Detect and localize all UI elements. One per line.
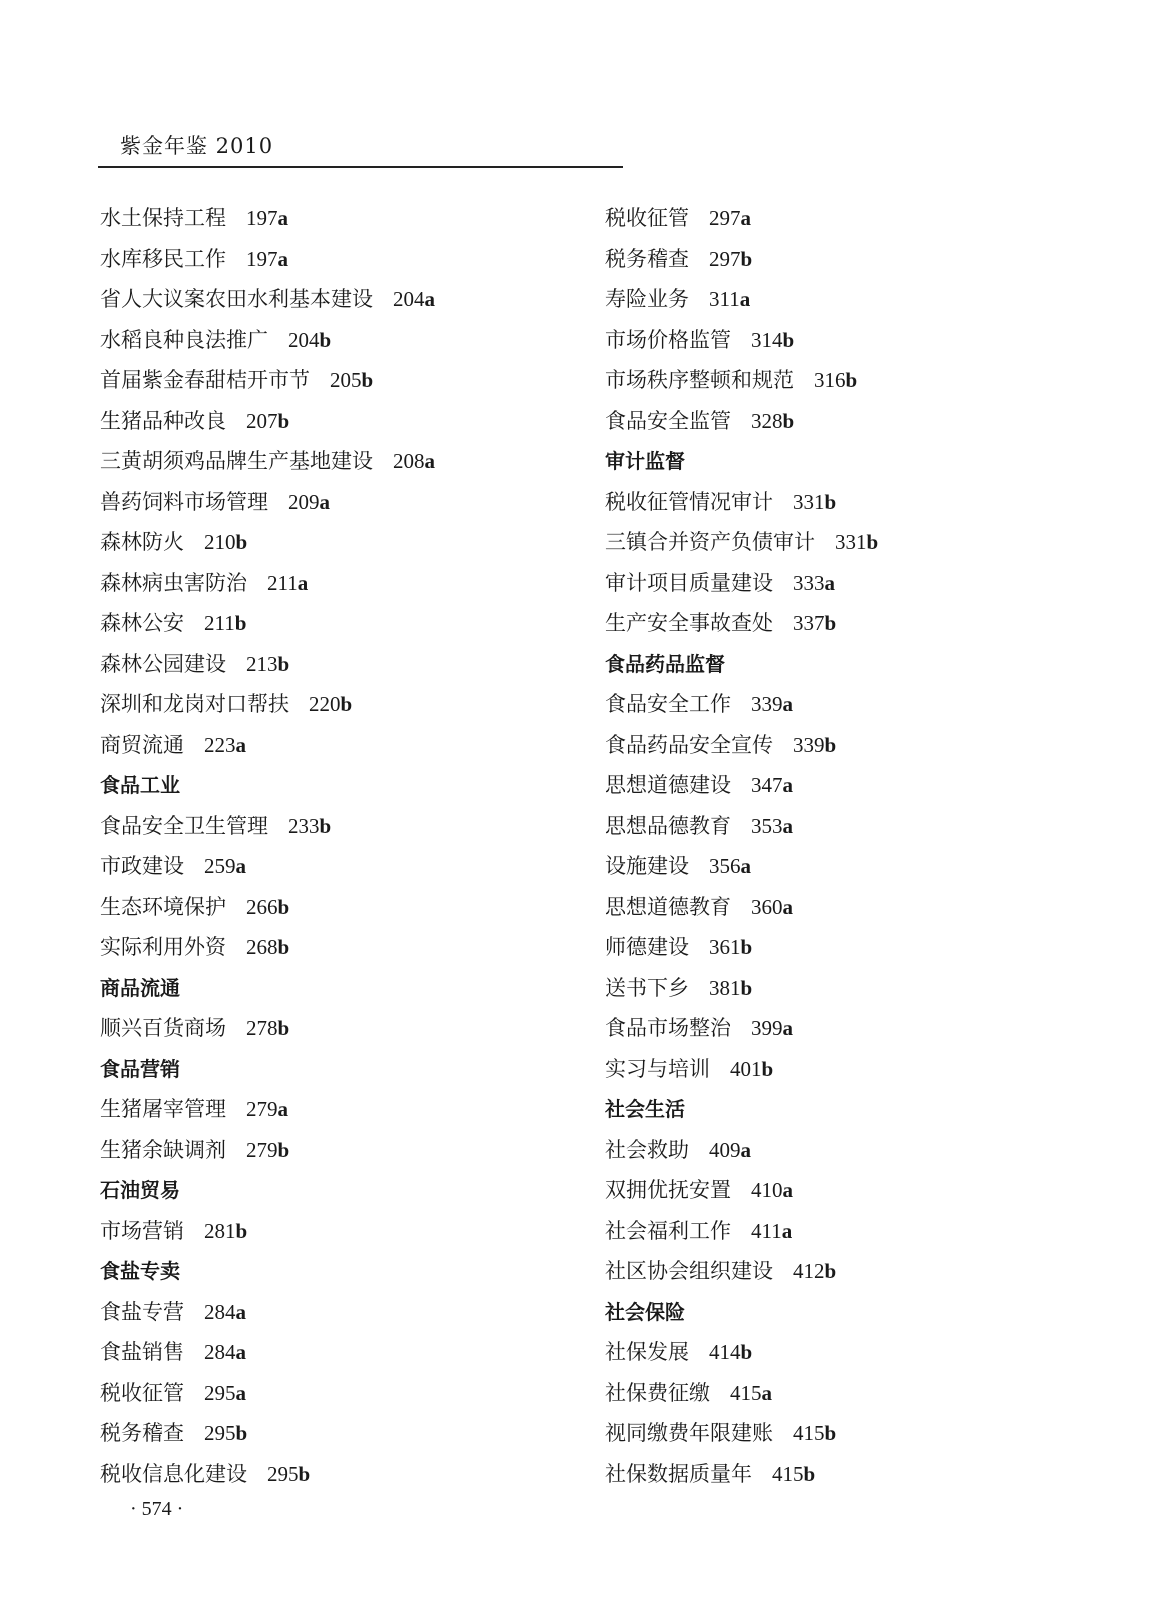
page-reference [793,611,836,635]
page-column-suffix: b [824,1421,837,1445]
page-reference [204,733,246,757]
index-term: 实习与培训 [605,1056,710,1081]
page-column-suffix: a [782,692,793,716]
index-entry [100,239,570,280]
page-reference [709,287,750,311]
index-entry [100,1413,570,1454]
index-term: 税收征管 [100,1380,184,1405]
page-reference [204,1421,247,1445]
section-heading: 商品流通 [100,975,180,1000]
page-reference [835,530,878,554]
page-number-ref: 328 [751,408,783,433]
index-term: 寿险业务 [605,287,689,311]
page-column-suffix: a [740,1137,751,1162]
page-reference [246,1138,289,1162]
index-term: 森林公安 [100,611,184,635]
index-term: 思想品德教育 [605,813,731,838]
page-column-suffix: a [424,287,435,311]
page-column-suffix: b [234,611,247,635]
index-entry [605,522,1075,563]
page-number-ref: 295 [204,1380,236,1405]
page-reference [246,652,289,676]
page-number-ref: 401 [730,1056,762,1081]
page-reference [246,409,289,433]
page-column-suffix: b [319,327,332,352]
index-term: 师德建设 [605,935,689,959]
index-entry [100,1292,570,1333]
index-term: 社保发展 [605,1340,689,1364]
index-term: 三镇合并资产负债审计 [605,530,815,554]
index-term: 市场价格监管 [605,327,731,352]
index-entry [100,563,570,604]
page-column-suffix: b [740,935,753,959]
page-column-suffix: b [782,408,795,433]
page-column-suffix: a [739,287,751,311]
index-term: 食盐专营 [100,1299,184,1324]
page-column-suffix: b [740,246,753,271]
index-term: 兽药饲料市场管理 [100,489,268,514]
page-column-suffix: a [319,489,330,514]
section-heading: 石油贸易 [100,1178,180,1202]
page-reference [751,895,793,919]
index-entry [605,360,1075,401]
index-term: 森林公园建设 [100,651,226,676]
page-reference [814,368,857,392]
page-column-suffix: b [824,611,837,635]
page-column-suffix: b [235,1421,248,1445]
page-reference [204,611,246,635]
page-number-ref: 337 [793,611,825,635]
page-number-ref: 297 [709,246,741,271]
page-number-ref: 347 [751,773,783,797]
index-entry [100,522,570,563]
page-number-ref: 361 [709,935,741,959]
page-number: · 574 · [130,1498,184,1520]
page-number-ref: 360 [751,894,783,919]
index-entry [100,198,570,239]
index-term: 水土保持工程 [100,206,226,230]
page-number-ref: 197 [246,246,278,271]
page-number-ref: 410 [751,1178,783,1202]
index-entry [605,684,1075,725]
index-entry [605,846,1075,887]
index-entry [605,887,1075,928]
page-column-suffix: a [277,246,288,271]
index-term: 生猪品种改良 [100,408,226,433]
page-reference [204,1381,246,1405]
index-entry [100,441,570,482]
index-term: 深圳和龙岗对口帮扶 [100,692,289,716]
page-reference [751,1178,793,1202]
page-number-ref: 211 [267,570,298,595]
index-entry [100,1454,570,1495]
page-column-suffix: a [277,206,288,230]
index-term: 市场营销 [100,1218,184,1243]
page-reference [204,854,246,878]
header-rule [98,166,623,168]
page-number-ref: 415 [730,1380,762,1405]
index-term: 视同缴费年限建账 [605,1421,773,1445]
page-number-ref: 295 [204,1421,236,1445]
page-number-ref: 284 [204,1340,236,1364]
page-reference [204,1219,247,1243]
page-reference [730,1057,773,1081]
page-reference [246,206,288,230]
index-term: 实际利用外资 [100,935,226,959]
page-column-suffix: a [740,854,751,878]
page-column-suffix: b [340,692,353,716]
page-reference [246,1016,289,1040]
index-entry [605,765,1075,806]
index-entry [605,401,1075,442]
index-term: 社保费征缴 [605,1380,710,1405]
page-reference [309,692,352,716]
page-number-ref: 213 [246,651,278,676]
section-heading: 审计监督 [605,449,685,473]
page-reference [793,1421,836,1445]
page-number-ref: 259 [204,854,236,878]
index-entry [100,806,570,847]
page-number-ref: 339 [793,732,825,757]
page-column-suffix: b [845,368,858,392]
page-number-ref: 209 [288,489,320,514]
page-number-ref: 311 [709,287,740,311]
page-column-suffix: a [740,206,751,230]
index-entry [100,1211,570,1252]
page-number-ref: 220 [309,692,341,716]
index-entry [605,1130,1075,1171]
page-column-suffix: a [782,1178,793,1202]
index-term: 生态环境保护 [100,894,226,919]
index-term: 食品安全卫生管理 [100,813,268,838]
index-entry [605,968,1075,1009]
page-number-ref: 399 [751,1016,783,1040]
page-column-suffix: a [781,1218,793,1243]
index-entry [100,684,570,725]
index-entry [605,1251,1075,1292]
page-reference [709,854,751,878]
page-number-ref: 207 [246,408,278,433]
page-reference [288,490,330,514]
page-reference [246,1097,288,1121]
index-entry [605,563,1075,604]
page-reference [772,1462,815,1486]
index-entry [100,1130,570,1171]
page-number-ref: 233 [288,813,320,838]
page-number-ref: 295 [267,1461,299,1486]
index-entry [605,725,1075,766]
page-reference [267,571,308,595]
page-column-suffix: b [740,1340,753,1364]
index-term: 食盐销售 [100,1340,184,1364]
page-column-suffix: b [803,1461,816,1486]
page-reference [730,1381,772,1405]
page-column-suffix: b [277,1137,290,1162]
index-term: 水库移民工作 [100,246,226,271]
section-heading: 食品营销 [100,1056,180,1081]
page-reference [246,247,288,271]
index-term: 首届紫金春甜桔开市节 [100,368,310,392]
index-term: 社会福利工作 [605,1218,731,1243]
page-number-ref: 211 [204,611,235,635]
page-reference [246,935,289,959]
index-term: 税收征管情况审计 [605,489,773,514]
section-heading: 食盐专卖 [100,1259,180,1283]
page-column-suffix: b [782,327,795,352]
page-number-ref: 197 [246,206,278,230]
page-column-suffix: b [866,530,879,554]
page-column-suffix: b [761,1056,774,1081]
index-term: 商贸流通 [100,732,184,757]
page-column-suffix: b [235,1218,248,1243]
index-term: 食品安全监管 [605,408,731,433]
page-column-suffix: a [277,1097,288,1121]
page-number-ref: 414 [709,1340,741,1364]
page-reference [709,935,752,959]
index-term: 市政建设 [100,854,184,878]
page-number-ref: 210 [204,530,236,554]
page-column-suffix: a [782,894,793,919]
index-entry [605,806,1075,847]
page-reference [793,1259,836,1283]
index-entry [605,603,1075,644]
page-number-ref: 223 [204,732,236,757]
page-reference [709,206,751,230]
page-reference [709,1340,752,1364]
page-number-ref: 281 [204,1218,236,1243]
page-column-suffix: b [277,935,290,959]
index-entry [605,320,1075,361]
index-term: 森林病虫害防治 [100,570,247,595]
page-column-suffix: b [235,530,248,554]
index-entry [100,603,570,644]
index-entry [605,198,1075,239]
page-column-suffix: a [235,1299,246,1324]
index-entry [605,927,1075,968]
page-column-suffix: b [277,651,290,676]
index-term: 生猪屠宰管理 [100,1097,226,1121]
page-column-suffix: a [782,813,793,838]
page-number-ref: 279 [246,1137,278,1162]
page-number-ref: 266 [246,894,278,919]
index-term: 食品安全工作 [605,692,731,716]
index-term: 税收征管 [605,206,689,230]
page-reference [751,1016,793,1040]
page-reference [204,1300,246,1324]
section-heading: 社会生活 [605,1097,685,1121]
page-number-ref: 409 [709,1137,741,1162]
index-entry [100,846,570,887]
index-term: 税务稽查 [605,246,689,271]
index-entry [100,1332,570,1373]
page-reference [751,692,793,716]
page-reference [288,328,331,352]
page-column-suffix: a [235,732,246,757]
index-term: 食品药品安全宣传 [605,732,773,757]
index-term: 社保数据质量年 [605,1461,752,1486]
index-entry [100,927,570,968]
page-number-ref: 333 [793,570,825,595]
index-term: 生产安全事故查处 [605,611,773,635]
page-number-ref: 204 [288,327,320,352]
index-entry [100,644,570,685]
page-number-ref: 331 [835,530,867,554]
index-entry [100,482,570,523]
index-term: 思想道德建设 [605,773,731,797]
page-column-suffix: b [277,894,290,919]
page-reference [709,247,752,271]
index-column-left [100,198,570,1494]
page-reference [330,368,373,392]
page-number-ref: 331 [793,489,825,514]
page-column-suffix: b [361,368,374,392]
page-reference [793,571,835,595]
page-reference [751,814,793,838]
index-entry [100,1089,570,1130]
page-reference [393,287,435,311]
index-column-right [605,198,1075,1494]
page-number-ref: 412 [793,1259,825,1283]
index-term: 三黄胡须鸡品牌生产基地建设 [100,449,373,473]
page-column-suffix: b [319,813,332,838]
index-term: 设施建设 [605,854,689,878]
index-entry [605,1049,1075,1090]
index-term: 税收信息化建设 [100,1461,247,1486]
index-entry [100,887,570,928]
index-term: 税务稽查 [100,1421,184,1445]
index-entry [605,1454,1075,1495]
page-number-ref: 284 [204,1299,236,1324]
running-header: 紫金年鉴 2010 [120,134,274,158]
index-term: 送书下乡 [605,975,689,1000]
page-column-suffix: b [824,489,837,514]
page-column-suffix: b [824,732,837,757]
page-number-ref: 279 [246,1097,278,1121]
index-entry [100,360,570,401]
page-number-ref: 411 [751,1218,782,1243]
index-entry [100,1008,570,1049]
page-column-suffix: b [740,975,753,1000]
page-reference [793,733,836,757]
page-column-suffix: a [235,1380,246,1405]
page-reference [288,814,331,838]
page-reference [709,1138,751,1162]
page-number-ref: 353 [751,813,783,838]
index-entry [605,1170,1075,1211]
page-reference [204,1340,246,1364]
page-column-suffix: a [235,1340,246,1364]
index-term: 思想道德教育 [605,894,731,919]
section-heading: 社会保险 [605,1299,685,1324]
page-number-ref: 205 [330,368,362,392]
page-number-ref: 297 [709,206,741,230]
page-column-suffix: a [782,1016,793,1040]
page-column-suffix: a [235,854,246,878]
page-number-ref: 268 [246,935,278,959]
page-number-ref: 356 [709,854,741,878]
page-reference [751,773,793,797]
index-entry [605,239,1075,280]
index-entry [605,279,1075,320]
page-number-ref: 314 [751,327,783,352]
index-entry [100,320,570,361]
page-reference [751,409,794,433]
index-term: 省人大议案农田水利基本建设 [100,287,373,311]
page-number-ref: 339 [751,692,783,716]
page-reference [204,530,247,554]
page-reference [793,490,836,514]
page-reference [751,328,794,352]
index-entry [605,1373,1075,1414]
page-reference [393,449,435,473]
page-column-suffix: a [782,773,793,797]
page-number-ref: 415 [772,1461,804,1486]
page-reference [751,1219,792,1243]
section-heading: 食品工业 [100,773,180,797]
page-reference [709,976,752,1000]
page-column-suffix: b [277,408,290,433]
index-term: 食品市场整治 [605,1016,731,1040]
page-column-suffix: a [297,570,309,595]
index-term: 社区协会组织建设 [605,1259,773,1283]
page-column-suffix: b [824,1259,837,1283]
index-term: 森林防火 [100,530,184,554]
index-entry [605,1211,1075,1252]
index-term: 审计项目质量建设 [605,570,773,595]
index-entry [605,482,1075,523]
page-column-suffix: a [824,570,835,595]
page-number-ref: 316 [814,368,846,392]
index-term: 生猪余缺调剂 [100,1137,226,1162]
index-entry [605,1332,1075,1373]
page-number-ref: 381 [709,975,741,1000]
page-number-ref: 204 [393,287,425,311]
page-column-suffix: b [298,1461,311,1486]
page-column-suffix: a [761,1380,772,1405]
page-number-ref: 208 [393,449,425,473]
index-entry [100,725,570,766]
index-term: 顺兴百货商场 [100,1016,226,1040]
section-heading: 食品药品监督 [605,651,725,676]
index-entry [605,1413,1075,1454]
index-term: 双拥优抚安置 [605,1178,731,1202]
index-term: 社会救助 [605,1137,689,1162]
index-entry [605,1008,1075,1049]
page-reference [246,895,289,919]
page-column-suffix: b [277,1016,290,1040]
page-number-ref: 415 [793,1421,825,1445]
page-reference [267,1462,310,1486]
index-term: 水稻良种良法推广 [100,327,268,352]
index-entry [100,1373,570,1414]
index-entry [100,401,570,442]
page-column-suffix: a [424,449,435,473]
index-term: 市场秩序整顿和规范 [605,368,794,392]
page-number-ref: 278 [246,1016,278,1040]
index-entry [100,279,570,320]
